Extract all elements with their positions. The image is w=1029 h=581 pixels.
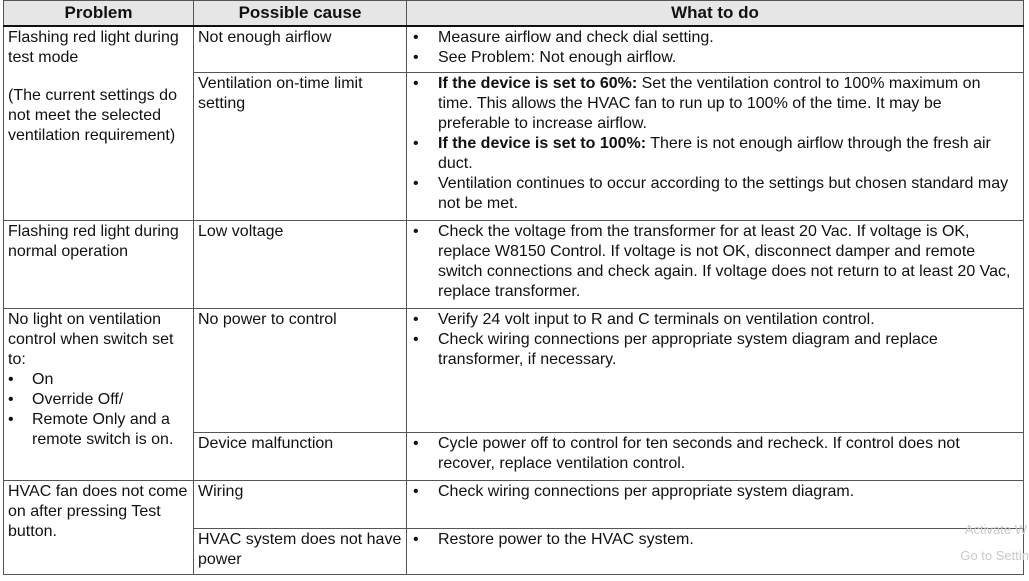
problem-note: (The current settings do not meet the selected ventilation requirement)	[8, 87, 177, 144]
activation-watermark-line1: Activate W	[964, 522, 1027, 537]
header-possible-cause: Possible cause	[194, 1, 407, 27]
activation-watermark-line2: Go to Settin	[960, 548, 1029, 563]
table-row	[4, 480, 1024, 528]
problem-text: No light on ventilation control when switch set to:	[8, 310, 174, 368]
cause-cell: Device malfunction	[194, 432, 407, 480]
problem-cell: Flashing red light during normal operation	[4, 220, 194, 308]
list-item: • Check wiring connections per appropriate system diagram and replace transformer, if necessary.	[413, 330, 938, 368]
problem-cell	[4, 308, 194, 480]
table-row	[4, 220, 1024, 308]
list-item: • Ventilation continues to occur according to the settings but chosen standard may not be met.	[413, 174, 1009, 212]
list-item: • Override Off/	[8, 390, 124, 408]
table-row	[4, 26, 1024, 72]
list-item: • If the device is set to 60%: Set the ventilation control to 100% maximum on time. This allows the HVAC fan to run up to 100% of the time. It may be preferable to increase airflow.	[413, 74, 981, 132]
action-cell	[407, 432, 1024, 480]
list-item: • Restore power to the HVAC system.	[413, 530, 694, 548]
action-cell	[407, 308, 1024, 432]
cause-cell: No power to control	[194, 308, 407, 432]
header-what-to-do: What to do	[407, 1, 1024, 27]
problem-text: Flashing red light during test mode	[8, 29, 179, 66]
problem-cell: HVAC fan does not come on after pressing Test button.	[4, 480, 194, 574]
header-row	[4, 1, 1024, 27]
list-item: • Remote Only and a remote switch is on.	[8, 410, 174, 448]
list-item: • Check wiring connections per appropriate system diagram.	[413, 482, 855, 500]
table-row	[4, 308, 1024, 432]
action-cell	[407, 72, 1024, 220]
action-cell	[407, 26, 1024, 72]
header-problem: Problem	[4, 1, 194, 27]
list-item: • Measure airflow and check dial setting.	[413, 29, 714, 46]
cause-cell: Low voltage	[194, 220, 407, 308]
list-item: • If the device is set to 100%: There is not enough airflow through the fresh air duct.	[413, 134, 991, 172]
cause-cell: Not enough airflow	[194, 26, 407, 72]
cause-cell: HVAC system does not have power	[194, 528, 407, 574]
cause-cell: Ventilation on-time limit setting	[194, 72, 407, 220]
list-item: • See Problem: Not enough airflow.	[413, 49, 677, 66]
list-item: • Check the voltage from the transformer for at least 20 Vac. If voltage is OK, replace W8150 Control. If voltage is not OK, disconnect damper and remote switch connections and check again. If voltage does not return to at least 20 Vac, replace transformer.	[413, 222, 1011, 300]
action-cell	[407, 220, 1024, 308]
list-item: • On	[8, 370, 54, 388]
cause-cell: Wiring	[194, 480, 407, 528]
list-item: • Verify 24 volt input to R and C terminals on ventilation control.	[413, 310, 875, 328]
list-item: • Cycle power off to control for ten seconds and recheck. If control does not recover, replace ventilation control.	[413, 434, 960, 472]
problem-cell	[4, 26, 194, 220]
action-cell	[407, 528, 1024, 574]
action-cell	[407, 480, 1024, 528]
troubleshooting-table	[3, 0, 1024, 575]
